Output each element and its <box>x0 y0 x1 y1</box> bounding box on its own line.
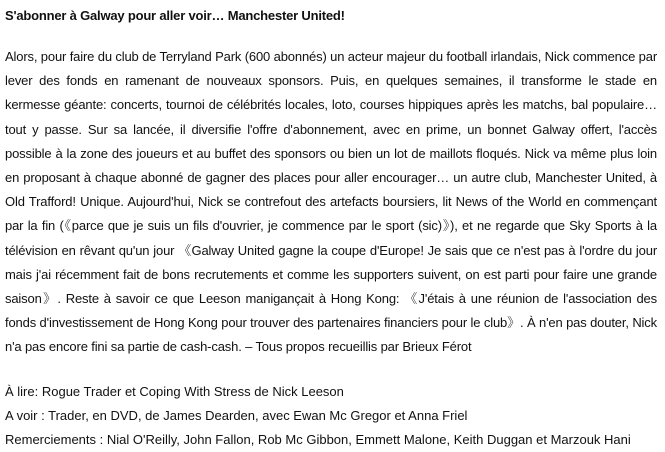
article-body: Alors, pour faire du club de Terryland Park (600 abonnés) un acteur majeur du football irlandais, Nick commence par lever des fonds en ramenant de nouveaux sponsors. Puis, en quelques semaines, il transforme le stade en kermesse géante: concerts, tournoi de célébrités locales, loto, courses hippiques après les matchs, bal populaire… tout y passe. Sur sa lancée, il diversifie l'offre d'abonnement, avec en prime, un bonnet Galway offert, l'accès possible à la zone des joueurs et au buffet des sponsors ou bien un lot de maillots floqués. Nick va même plus loin en proposant à chaque abonné de gagner des places pour aller encourager… un autre club, Manchester United, à Old Trafford! Unique. Aujourd'hui, Nick se contrefout des artefacts boursiers, lit News of the World en commençant par la fin (《parce que je suis un fils d'ouvrier, je commence par le sport (sic)》), et ne regarde que Sky Sports à la télévision en rêvant qu'un jour 《Galway United gagne la coupe d'Europe! Je sais que ce n'est pas à l'ordre du jour mais j'ai récemment fait de bons recrutements et comme les supporters suivent, on est parti pour faire une grande saison》. Reste à savoir ce que Leeson manigançait à Hong Kong: 《J'étais à une réunion de l'association des fonds d'investissement de Hong Kong pour trouver des partenaires financiers pour le club》. À n'en pas douter, Nick n'a pas encore fini sa partie de cash-cash. – Tous propos recueillis par Brieux Férot <box>5 49 657 355</box>
article <box>5 0 657 452</box>
reading-recommendation: À lire: Rogue Trader et Coping With Stress de Nick Leeson <box>5 383 344 399</box>
acknowledgements: Remerciements : Nial O'Reilly, John Fallon, Rob Mc Gibbon, Emmett Malone, Keith Duggan et Marzouk Hani <box>5 431 631 447</box>
article-title: S'abonner à Galway pour aller voir… Manchester United! <box>5 8 345 23</box>
article-footer <box>5 380 657 452</box>
viewing-recommendation: A voir : Trader, en DVD, de James Dearden, avec Ewan Mc Gregor et Anna Friel <box>5 407 468 423</box>
